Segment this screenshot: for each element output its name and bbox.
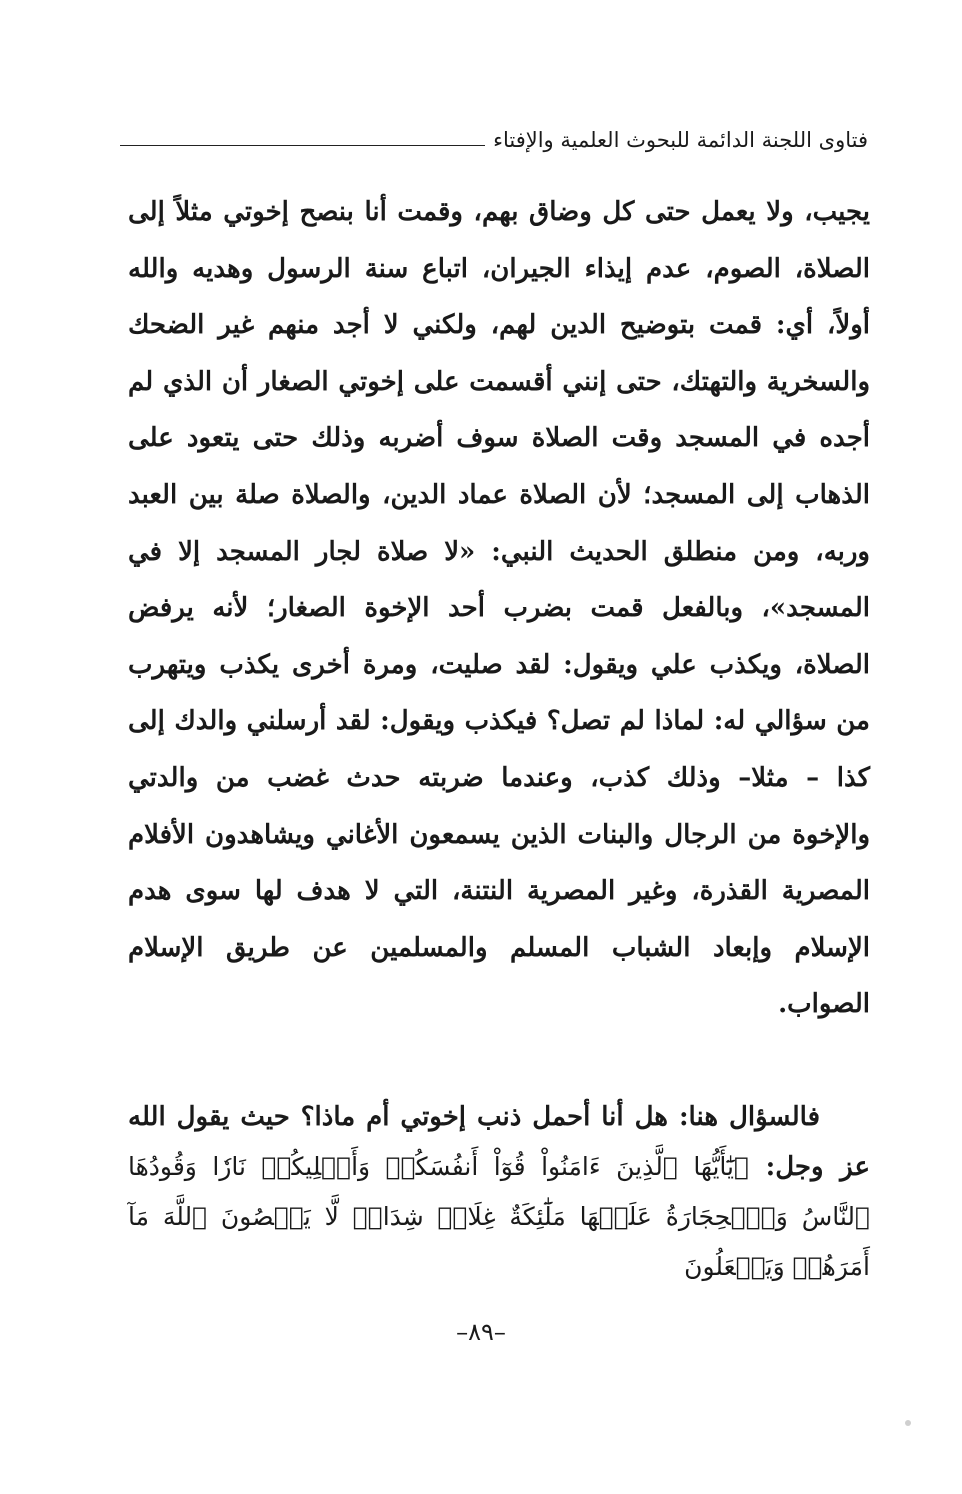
quran-verse: ﴿يَٰٓأَيُّهَا ٱلَّذِينَ ءَامَنُواْ قُوٓاْ أَنفُسَكُمۡ وَأَهۡلِيكُمۡ نَارٗا وَقُودُهَا ٱلنَّاسُ وَٱلۡحِجَارَةُ عَلَيۡهَا مَلَٰٓئِكَةٌ غِلَاظٞ شِدَادٞ لَّا يَعۡصُونَ ٱللَّهَ مَآ أَمَرَهُمۡ وَيَفۡعَلُونَ — [128, 1152, 870, 1281]
header-title: فتاوى اللجنة الدائمة للبحوث العلمية والإفتاء — [493, 128, 868, 152]
question-paragraph — [128, 1092, 870, 1292]
body-paragraph — [128, 184, 870, 1033]
page-header — [120, 128, 868, 152]
header-rule — [120, 145, 485, 146]
question-wrapper — [128, 1092, 870, 1292]
question-text: فالسؤال هنا: هل أنا أحمل ذنب إخوتي أم ماذا؟ حيث يقول الله عز وجل: — [128, 1102, 870, 1182]
scan-speck — [905, 1420, 911, 1426]
paragraph-text: يجيب، ولا يعمل حتى كل وضاق بهم، وقمت أنا بنصح إخوتي مثلاً إلى الصلاة، الصوم، عدم إيذاء الجيران، اتباع سنة الرسول وهديه والله أولاً، أي: قمت بتوضيح الدين لهم، ولكني لا أجد منهم غير الضحك والسخرية والتهتك، حتى إنني أقسمت على إخوتي الصغار أن الذي لم أجده في المسجد وقت الصلاة سوف أضربه وذلك حتى يتعود على الذهاب إلى المسجد؛ لأن الصلاة عماد الدين، والصلاة صلة بين العبد وربه، ومن منطلق الحديث النبي: «لا صلاة لجار المسجد إلا في المسجد»، وبالفعل قمت بضرب أحد الإخوة الصغار؛ لأنه يرفض الصلاة، ويكذب علي ويقول: لقد صليت، ومرة أخرى يكذب ويتهرب من سؤالي له: لماذا لم تصل؟ فيكذب ويقول: لقد أرسلني والدك إلى كذا – مثلا– وذلك كذب، وعندما ضربته حدث غضب من والدتي والإخوة من الرجال والبنات الذين يسمعون الأغاني ويشاهدون الأفلام المصرية القذرة، وغير المصرية النتنة، التي لا هدف لها سوى هدم الإسلام وإبعاد الشباب المسلم والمسلمين عن طريق الإسلام الصواب. — [128, 197, 870, 1020]
page-number: –٨٩– — [456, 1318, 506, 1346]
